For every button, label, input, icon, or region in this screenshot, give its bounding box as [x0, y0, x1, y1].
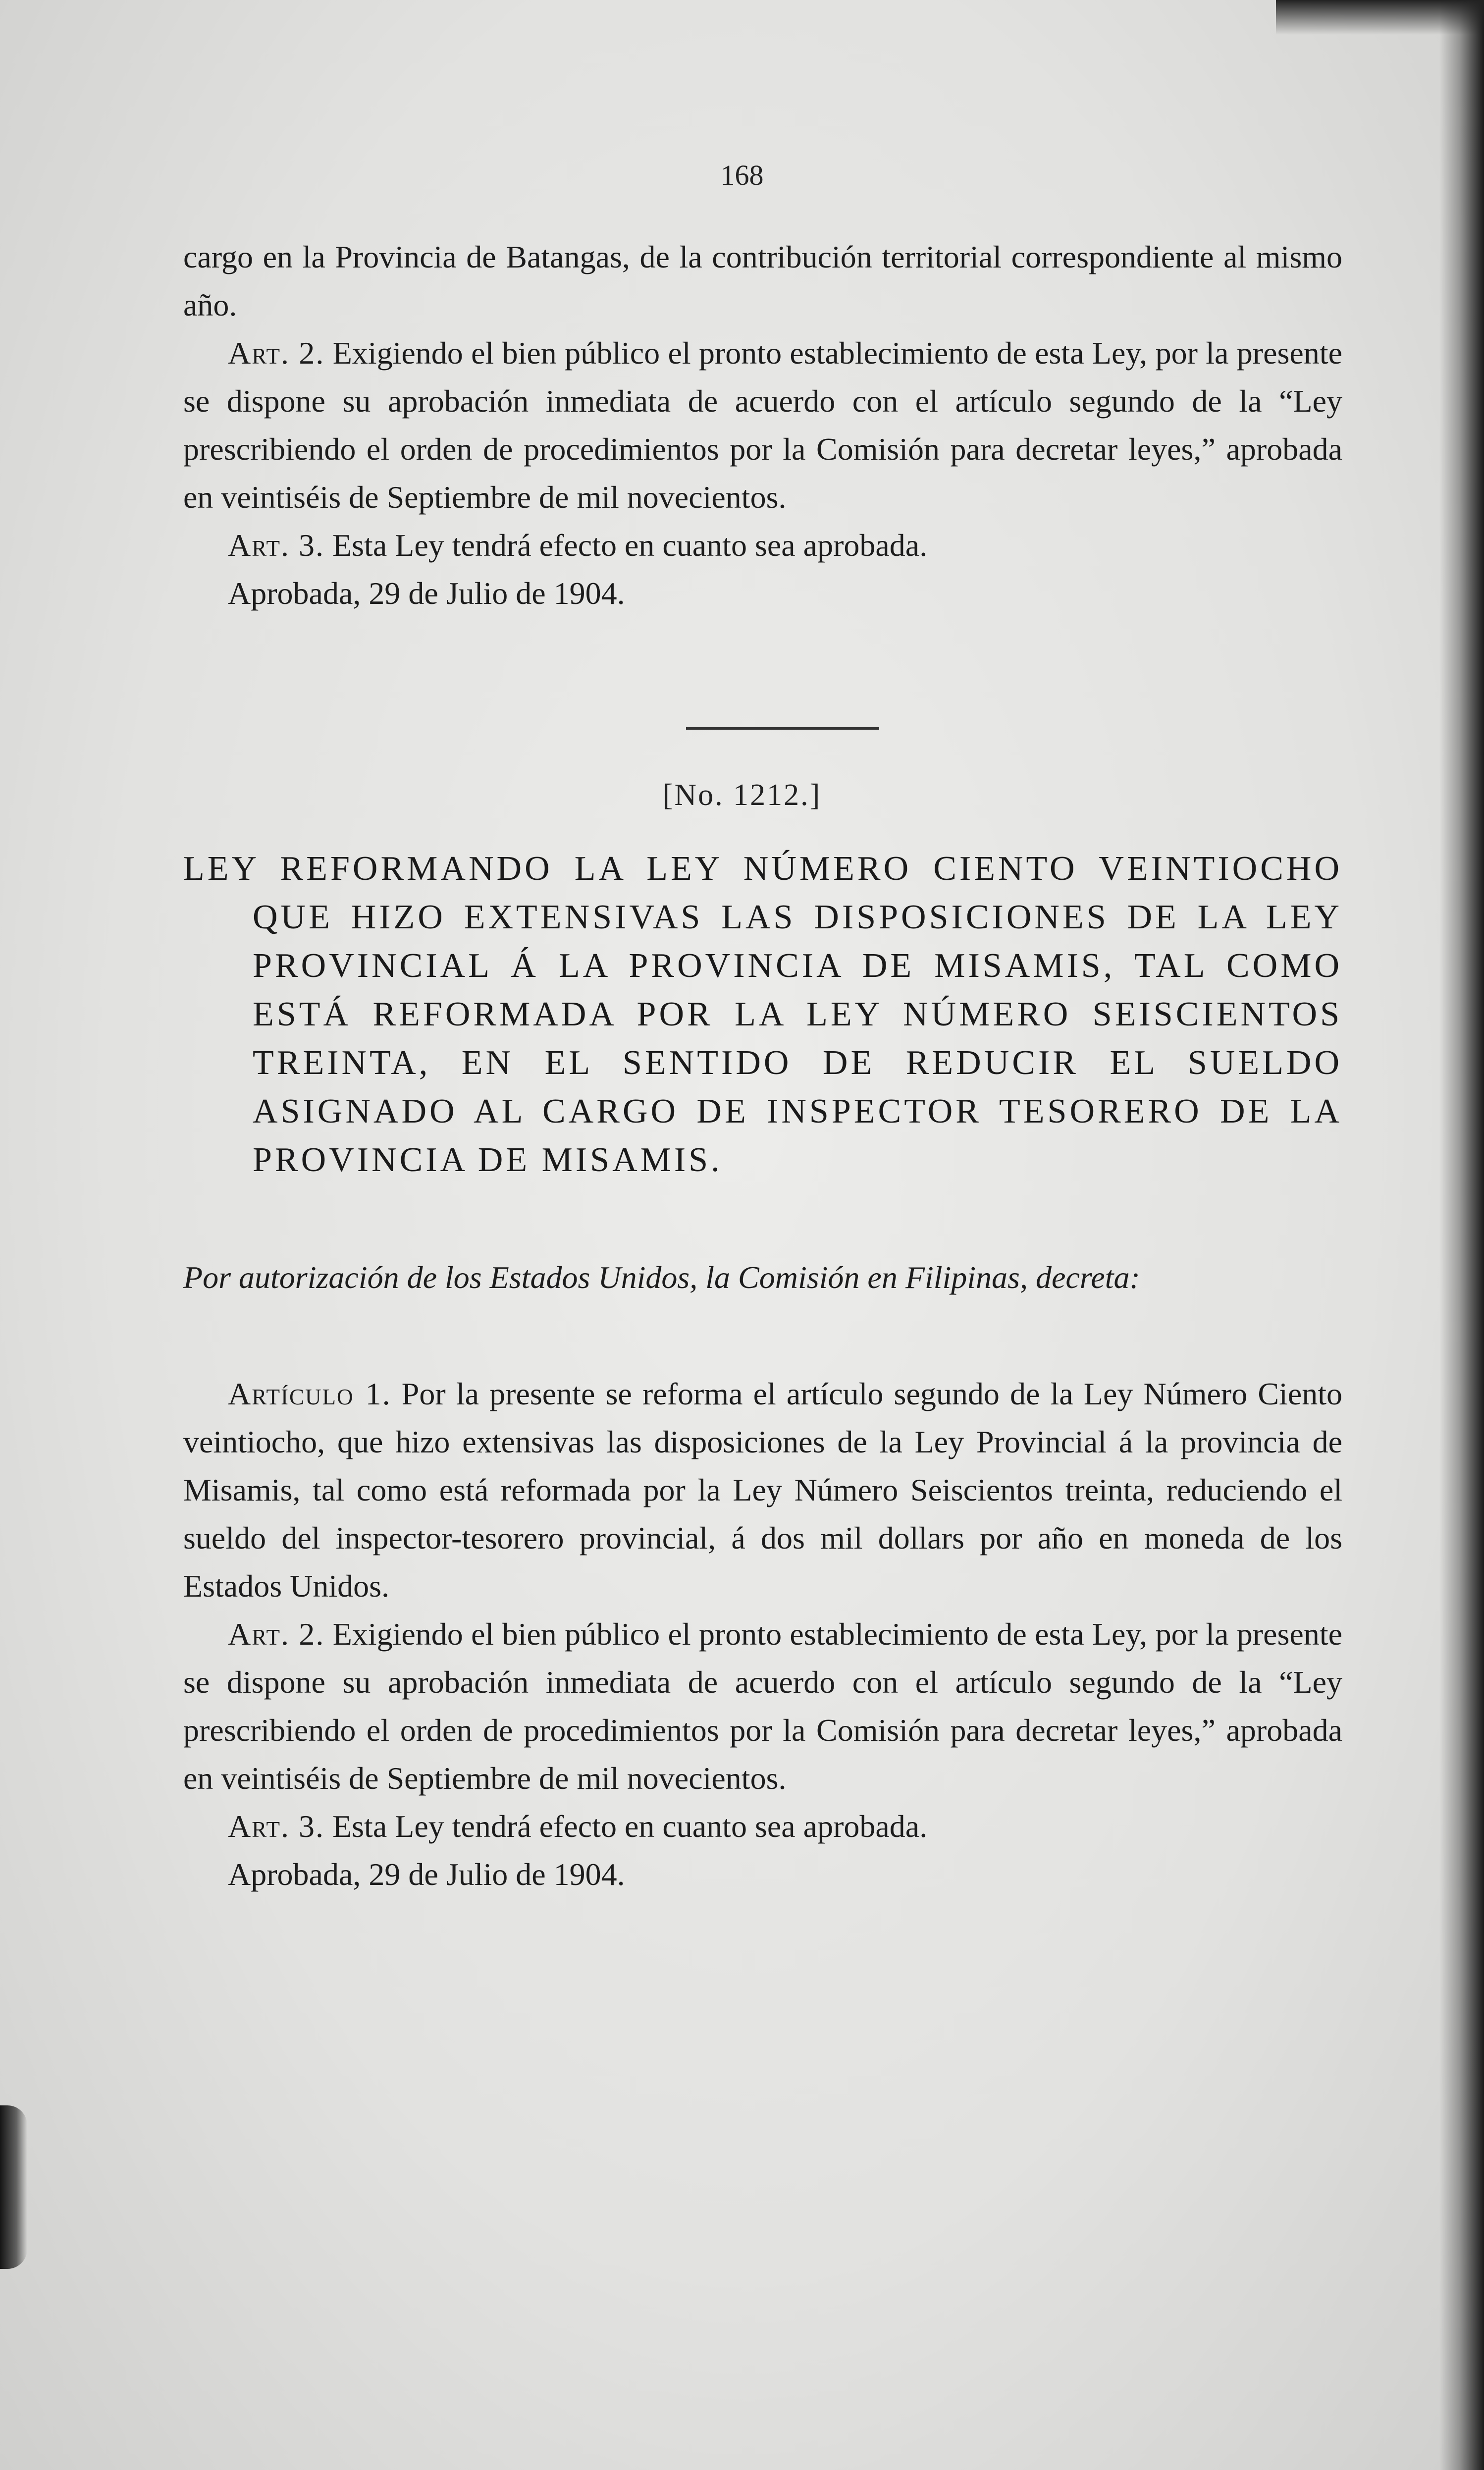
binding-mark — [0, 2105, 27, 2269]
section-divider — [686, 727, 879, 730]
article-text: Esta Ley tendrá efecto en cuanto sea aprobada. — [332, 528, 928, 563]
page-edge-shadow — [1439, 0, 1484, 2470]
second-section — [183, 1370, 1342, 1898]
article-label: Art. 3. — [228, 1809, 325, 1844]
continuation-paragraph: cargo en la Provincia de Batangas, de la contribución territorial correspondiente al mismo año. — [183, 239, 1342, 322]
article-label: Art. 2. — [228, 335, 325, 371]
approval-date: Aprobada, 29 de Julio de 1904. — [228, 1857, 625, 1892]
act-title: LEY REFORMANDO LA LEY NÚMERO CIENTO VEINTIOCHO QUE HIZO EXTENSIVAS LAS DISPOSICIONES DE LA LEY PROVINCIAL Á LA PROVINCIA DE MISAMIS, TAL COMO ESTÁ REFORMADA POR LA LEY NÚMERO SEISCIENTOS TREINTA, EN EL SENTIDO DE REDUCIR EL SUELDO ASIGNADO AL CARGO DE INSPECTOR TESORERO DE LA PROVINCIA DE MISAMIS. — [183, 850, 1342, 1179]
act-number: [No. 1212.] — [662, 778, 822, 812]
approval-date: Aprobada, 29 de Julio de 1904. — [228, 576, 625, 611]
article-3-paragraph — [183, 521, 1342, 569]
first-section — [183, 233, 1342, 617]
article-text: Por la presente se reforma el artículo segundo de la Ley Número Ciento veintiocho, que hizo extensivas las disposiciones de la Ley Provincial á la provincia de Misamis, tal como está reformada por la Ley Número Seiscientos treinta, reduciendo el sueldo del inspector-tesorero provincial, á dos mil dollars por año en moneda de los Estados Unidos. — [183, 1376, 1342, 1604]
enacting-clause: Por autorización de los Estados Unidos, la Comisión en Filipinas, decreta: — [183, 1260, 1140, 1295]
article-text: Esta Ley tendrá efecto en cuanto sea aprobada. — [332, 1809, 928, 1844]
article-label: Art. 2. — [228, 1616, 325, 1652]
article-1-paragraph — [183, 1370, 1342, 1610]
article-2-paragraph — [183, 329, 1342, 521]
article-text: Exigiendo el bien público el pronto establecimiento de esta Ley, por la presente se dispone su aprobación inmediata de acuerdo con el artículo segundo de la “Ley prescribiendo el orden de procedimientos por la Comisión para decretar leyes,” aprobada en veintiséis de Septiembre de mil novecientos. — [183, 335, 1343, 515]
page-corner-shadow — [1276, 0, 1484, 35]
article-2-paragraph — [183, 1610, 1342, 1802]
article-3-paragraph — [183, 1802, 1342, 1850]
article-label: Art. 3. — [228, 528, 325, 563]
article-label: Artículo 1. — [228, 1376, 391, 1411]
article-text: Exigiendo el bien público el pronto establecimiento de esta Ley, por la presente se dispone su aprobación inmediata de acuerdo con el artículo segundo de la “Ley prescribiendo el orden de procedimientos por la Comisión para decretar leyes,” aprobada en veintiséis de Septiembre de mil novecientos. — [183, 1616, 1343, 1796]
page-number: 168 — [720, 159, 764, 191]
